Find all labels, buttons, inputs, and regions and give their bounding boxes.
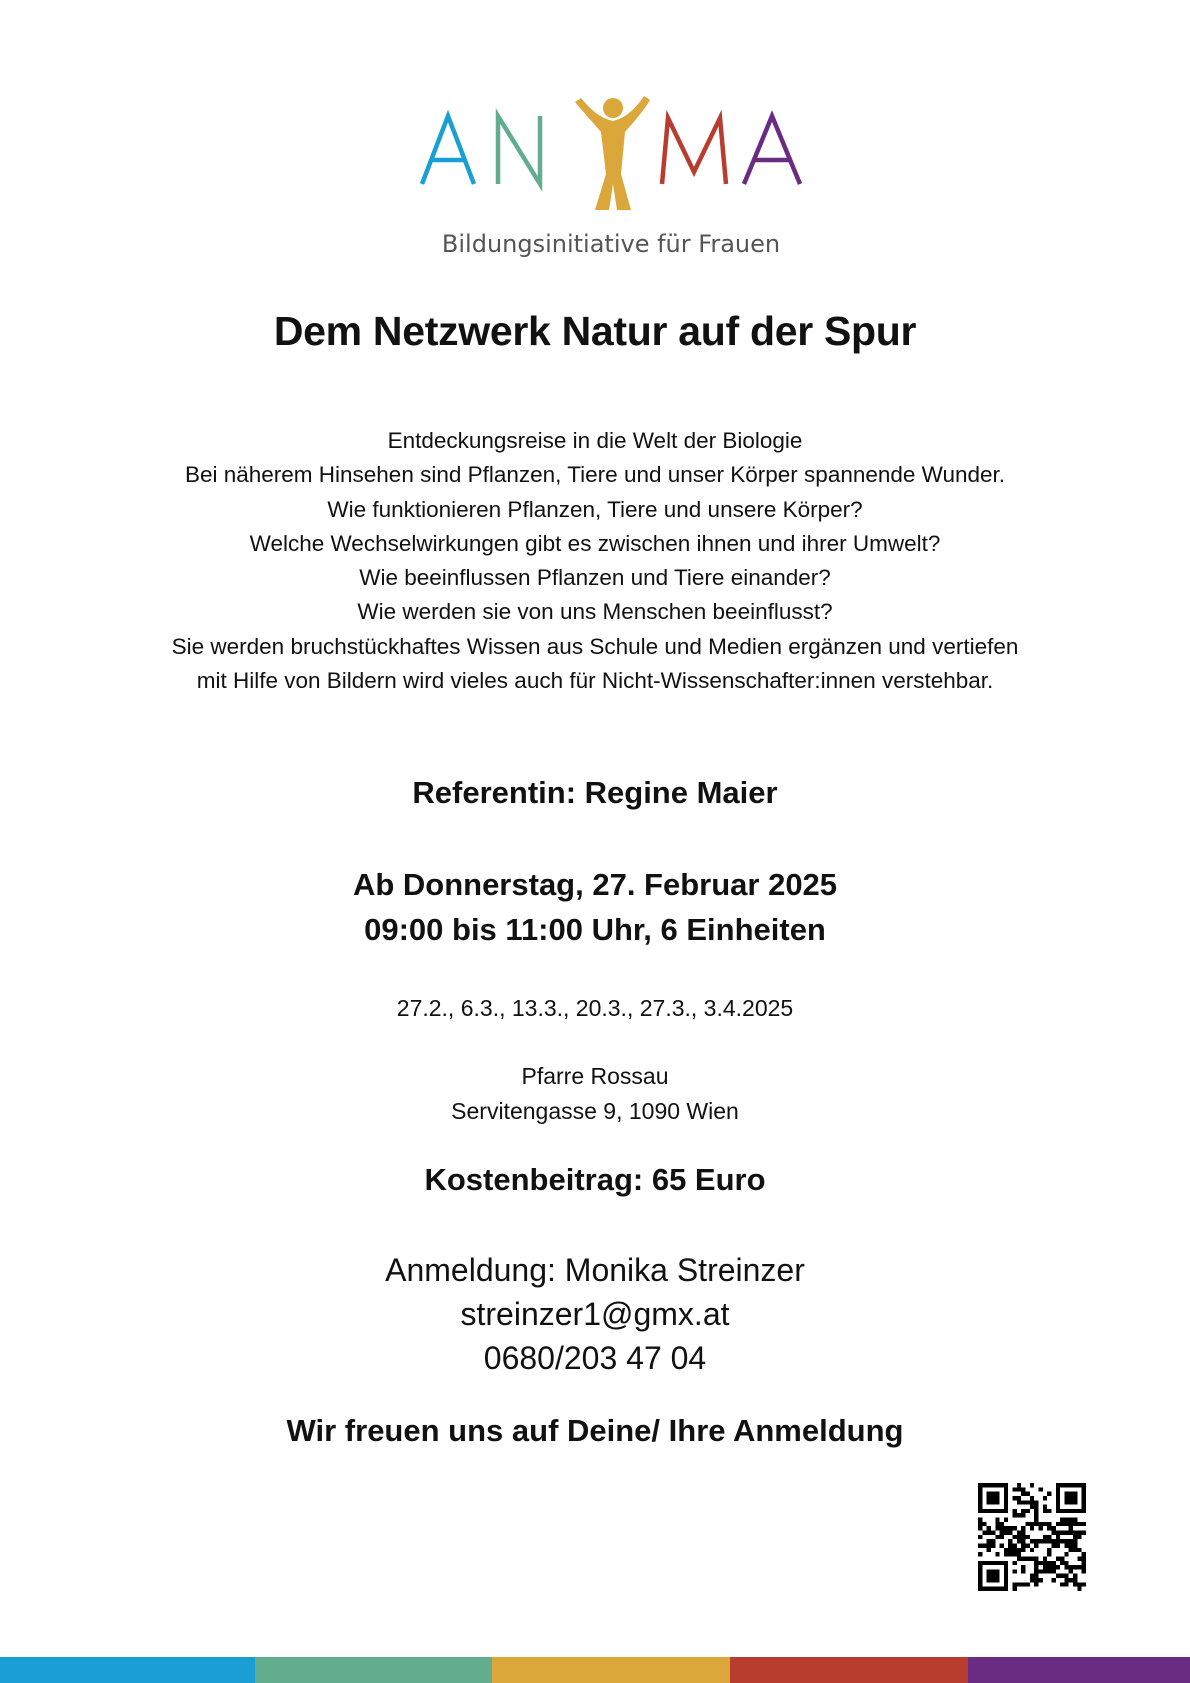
description-line: Sie werden bruchstückhaftes Wissen aus Schule und Medien ergänzen und vertiefen — [171, 633, 1019, 659]
description-line: Wie werden sie von uns Menschen beeinflusst? — [357, 599, 833, 625]
venue-address: Servitengasse 9, 1090 Wien — [451, 1098, 739, 1124]
contact — [0, 1248, 1190, 1380]
registration-contact: Anmeldung: Monika Streinzer — [385, 1252, 805, 1288]
referent: Referentin: Regine Maier — [412, 775, 778, 810]
course-description — [0, 424, 1190, 698]
closing-text: Wir freuen uns auf Deine/ Ihre Anmeldung — [286, 1413, 904, 1448]
contact-phone[interactable]: 0680/203 47 04 — [483, 1340, 707, 1376]
venue-name: Pfarre Rossau — [521, 1063, 669, 1089]
description-line: Wie funktionieren Pflanzen, Tiere und unsere Körper? — [327, 496, 863, 522]
footer-segment-purple — [968, 1657, 1190, 1683]
schedule — [0, 862, 1190, 952]
footer-segment-blue — [0, 1657, 255, 1683]
start-date: Ab Donnerstag, 27. Februar 2025 — [352, 867, 838, 902]
description-line: Entdeckungsreise in die Welt der Biologie — [387, 428, 803, 453]
cost: Kostenbeitrag: 65 Euro — [424, 1162, 766, 1197]
footer-segment-green — [255, 1657, 492, 1683]
footer-segment-gold — [492, 1657, 730, 1683]
qr-code[interactable] — [978, 1483, 1086, 1591]
footer-segment-red — [730, 1657, 968, 1683]
anima-logo — [410, 88, 810, 263]
footer-color-bar — [0, 1657, 1190, 1683]
contact-email[interactable]: streinzer1@gmx.at — [460, 1296, 730, 1332]
page-title: Dem Netzwerk Natur auf der Spur — [273, 308, 917, 354]
time-units: 09:00 bis 11:00 Uhr, 6 Einheiten — [364, 912, 826, 947]
description-line: Bei näherem Hinsehen sind Pflanzen, Tiere und unser Körper spannende Wunder. — [184, 462, 1006, 488]
logo-tagline: Bildungsinitiative für Frauen — [441, 230, 781, 258]
person-figure-icon — [575, 96, 650, 210]
description-line: mit Hilfe von Bildern wird vieles auch für Nicht-Wissenschafter:innen verstehbar. — [196, 668, 994, 694]
description-line: Welche Wechselwirkungen gibt es zwischen ihnen und ihrer Umwelt? — [249, 530, 941, 556]
session-dates: 27.2., 6.3., 13.3., 20.3., 27.3., 3.4.2025 — [396, 995, 794, 1021]
venue — [0, 1059, 1190, 1129]
description-line: Wie beeinflussen Pflanzen und Tiere einander? — [359, 565, 831, 591]
